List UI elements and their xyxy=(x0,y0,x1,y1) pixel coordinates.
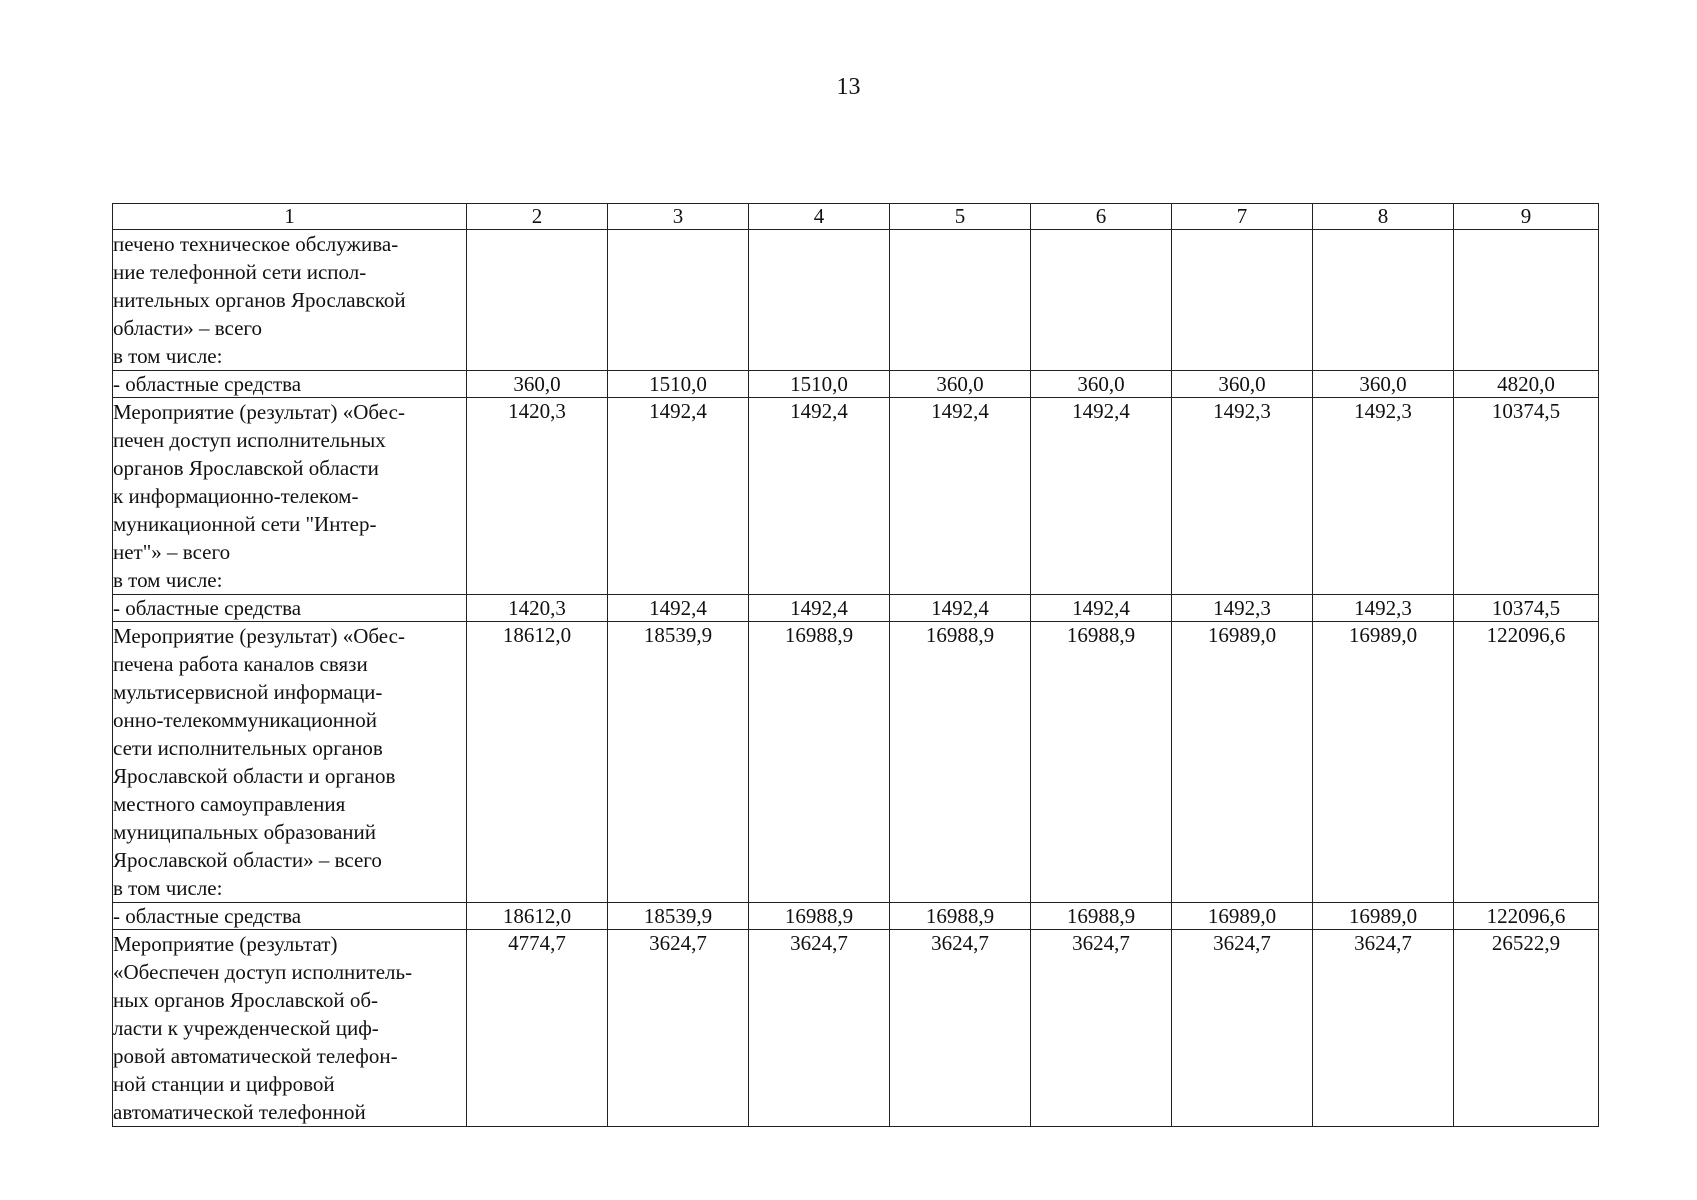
description-line: в том числе: xyxy=(113,344,223,368)
activity-row xyxy=(113,230,1599,371)
column-header: 7 xyxy=(1172,204,1313,230)
column-header: 3 xyxy=(608,204,749,230)
column-header: 1 xyxy=(113,204,467,230)
description-line: муникационной сети "Интер- xyxy=(113,512,377,536)
value-cell: 122096,6 xyxy=(1454,903,1599,930)
value-cell: 3624,7 xyxy=(1313,930,1454,1127)
funding-source-row xyxy=(113,595,1599,622)
value-cell: 4774,7 xyxy=(467,930,608,1127)
description-line: - областные средства xyxy=(113,596,302,620)
value-cell xyxy=(1454,230,1599,371)
value-cell: 16988,9 xyxy=(749,622,890,903)
description-line: в том числе: xyxy=(113,568,223,592)
description-line: ной станции и цифровой xyxy=(113,1072,335,1096)
value-cell: 1492,3 xyxy=(1313,398,1454,595)
column-header: 6 xyxy=(1031,204,1172,230)
value-cell: 18612,0 xyxy=(467,903,608,930)
value-cell: 10374,5 xyxy=(1454,398,1599,595)
value-cell: 1492,4 xyxy=(749,398,890,595)
value-cell: 1492,3 xyxy=(1313,595,1454,622)
value-cell: 26522,9 xyxy=(1454,930,1599,1127)
description-line: - областные средства xyxy=(113,372,302,396)
value-cell: 1492,4 xyxy=(890,398,1031,595)
value-cell: 360,0 xyxy=(890,371,1031,398)
row-description xyxy=(113,230,467,371)
description-line: Мероприятие (результат) «Обес- xyxy=(113,624,405,648)
description-line: в том числе: xyxy=(113,876,223,900)
value-cell xyxy=(608,230,749,371)
value-cell: 1420,3 xyxy=(467,398,608,595)
value-cell xyxy=(749,230,890,371)
value-cell: 3624,7 xyxy=(1172,930,1313,1127)
value-cell: 1492,3 xyxy=(1172,398,1313,595)
value-cell: 4820,0 xyxy=(1454,371,1599,398)
value-cell: 1492,4 xyxy=(749,595,890,622)
activity-row xyxy=(113,398,1599,595)
value-cell: 360,0 xyxy=(467,371,608,398)
value-cell: 1492,4 xyxy=(608,595,749,622)
column-header: 2 xyxy=(467,204,608,230)
description-line: области» – всего xyxy=(113,316,262,340)
value-cell: 16989,0 xyxy=(1313,903,1454,930)
column-header: 5 xyxy=(890,204,1031,230)
value-cell: 18612,0 xyxy=(467,622,608,903)
value-cell xyxy=(467,230,608,371)
value-cell: 1510,0 xyxy=(749,371,890,398)
value-cell: 16988,9 xyxy=(890,622,1031,903)
value-cell: 1420,3 xyxy=(467,595,608,622)
value-cell: 16988,9 xyxy=(1031,622,1172,903)
description-line: автоматической телефонной xyxy=(113,1100,366,1124)
value-cell: 122096,6 xyxy=(1454,622,1599,903)
page-number: 13 xyxy=(836,74,861,100)
description-line: - областные средства xyxy=(113,904,302,928)
description-line: онно-телекоммуникационной xyxy=(113,708,377,732)
activity-row xyxy=(113,930,1599,1127)
value-cell: 360,0 xyxy=(1313,371,1454,398)
row-description xyxy=(113,371,467,398)
funding-source-row xyxy=(113,371,1599,398)
description-line: ровой автоматической телефон- xyxy=(113,1044,398,1068)
value-cell: 1510,0 xyxy=(608,371,749,398)
row-description xyxy=(113,903,467,930)
description-line: Мероприятие (результат) «Обес- xyxy=(113,400,405,424)
description-line: муниципальных образований xyxy=(113,820,376,844)
row-description xyxy=(113,622,467,903)
description-line: печен доступ исполнительных xyxy=(113,428,386,452)
value-cell xyxy=(1313,230,1454,371)
description-line: нет"» – всего xyxy=(113,540,231,564)
value-cell: 3624,7 xyxy=(749,930,890,1127)
activity-row xyxy=(113,622,1599,903)
description-line: «Обеспечен доступ исполнитель- xyxy=(113,960,413,984)
description-line: Ярославской области и органов xyxy=(113,764,396,788)
description-line: ласти к учрежденческой циф- xyxy=(113,1016,379,1040)
row-description xyxy=(113,930,467,1127)
budget-table xyxy=(112,203,1599,1127)
description-line: мультисервисной информаци- xyxy=(113,680,383,704)
description-line: ние телефонной сети испол- xyxy=(113,260,367,284)
value-cell: 18539,9 xyxy=(608,903,749,930)
value-cell: 16988,9 xyxy=(749,903,890,930)
column-header: 8 xyxy=(1313,204,1454,230)
value-cell: 360,0 xyxy=(1031,371,1172,398)
value-cell: 16989,0 xyxy=(1313,622,1454,903)
description-line: печено техническое обслужива- xyxy=(113,232,399,256)
value-cell: 1492,4 xyxy=(608,398,749,595)
value-cell: 16988,9 xyxy=(1031,903,1172,930)
description-line: Мероприятие (результат) xyxy=(113,932,338,956)
table-header-row xyxy=(113,204,1599,230)
value-cell: 10374,5 xyxy=(1454,595,1599,622)
value-cell: 360,0 xyxy=(1172,371,1313,398)
description-line: печена работа каналов связи xyxy=(113,652,368,676)
value-cell: 3624,7 xyxy=(890,930,1031,1127)
column-header: 4 xyxy=(749,204,890,230)
value-cell xyxy=(890,230,1031,371)
description-line: сети исполнительных органов xyxy=(113,736,383,760)
description-line: местного самоуправления xyxy=(113,792,346,816)
funding-source-row xyxy=(113,903,1599,930)
value-cell xyxy=(1031,230,1172,371)
description-line: ных органов Ярославской об- xyxy=(113,988,379,1012)
column-header: 9 xyxy=(1454,204,1599,230)
value-cell xyxy=(1172,230,1313,371)
value-cell: 1492,3 xyxy=(1172,595,1313,622)
description-line: Ярославской области» – всего xyxy=(113,848,382,872)
value-cell: 16989,0 xyxy=(1172,903,1313,930)
row-description xyxy=(113,398,467,595)
value-cell: 16988,9 xyxy=(890,903,1031,930)
value-cell: 3624,7 xyxy=(1031,930,1172,1127)
table-body xyxy=(113,230,1599,1127)
value-cell: 18539,9 xyxy=(608,622,749,903)
value-cell: 1492,4 xyxy=(1031,595,1172,622)
row-description xyxy=(113,595,467,622)
description-line: органов Ярославской области xyxy=(113,456,379,480)
value-cell: 1492,4 xyxy=(1031,398,1172,595)
value-cell: 3624,7 xyxy=(608,930,749,1127)
value-cell: 1492,4 xyxy=(890,595,1031,622)
description-line: к информационно-телеком- xyxy=(113,484,359,508)
description-line: нительных органов Ярославской xyxy=(113,288,406,312)
value-cell: 16989,0 xyxy=(1172,622,1313,903)
